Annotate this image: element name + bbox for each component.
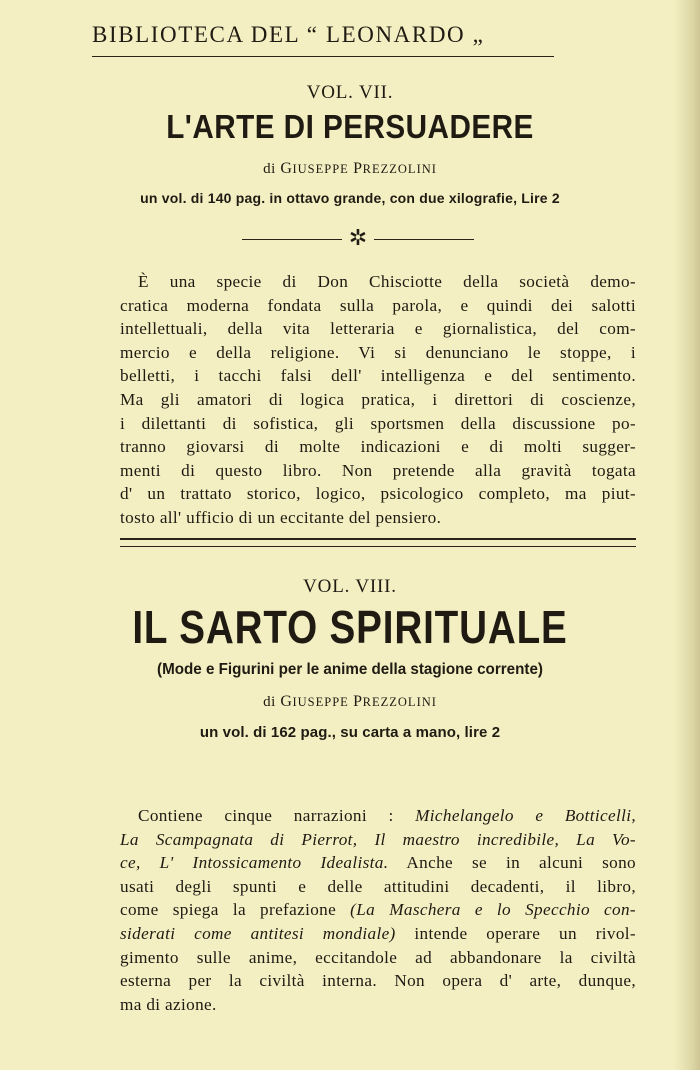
- vol8-author-initial-1: G: [280, 693, 293, 710]
- vol7-body-line: mercio e della religione. Vi si denunciano le stoppe, i: [120, 342, 636, 362]
- vol8-body-text: Anche se in alcuni sono: [388, 853, 636, 873]
- vol8-publication-info: un vol. di 162 pag., su carta a mano, lire 2: [199, 724, 501, 741]
- vol7-body-line: Ma gli amatori di logica pratica, i direttori di coscienze,: [120, 389, 636, 409]
- vol8-author-prefix: di: [263, 694, 276, 710]
- header-rule: [92, 56, 554, 57]
- vol7-author-rest-1: IUSEPPE: [292, 162, 349, 176]
- ornament-divider: [242, 225, 474, 250]
- vol8-body-text: come spiega la prefazione: [120, 900, 351, 920]
- vol7-author-initial-1: G: [280, 160, 293, 177]
- vol7-title: L'ARTE DI PERSUADERE: [166, 108, 534, 145]
- vol8-body-line: [120, 898, 636, 922]
- vol8-body-italic: siderati come antitesi mondiale): [120, 923, 396, 943]
- vol8-body-text: intende operare un rivol-: [395, 923, 636, 943]
- vol7-label: VOL. VII.: [306, 82, 394, 103]
- ornament-right-line: [374, 239, 474, 240]
- series-header: BIBLIOTECA DEL “ LEONARDO „: [92, 22, 485, 47]
- vol8-body-italic: (La Maschera e lo Specchio con-: [350, 900, 636, 920]
- vol7-body-line: i dilettanti di sofistica, gli sportsmen della discussione po-: [120, 413, 636, 433]
- vol8-title: IL SARTO SPIRITUALE: [132, 601, 568, 653]
- vol8-author-rest-2: REZZOLINI: [362, 695, 437, 709]
- vol7-body-line: cratica moderna fondata sulla parola, e quindi dei salotti: [120, 295, 636, 315]
- vol8-body-line: gimento sulle anime, eccitandole ad abbandonare la civiltà: [120, 947, 636, 967]
- vol8-body-italic: ce, L' Intossicamento Idealista.: [120, 853, 389, 873]
- vol8-subtitle: (Mode e Figurini per le anime della stagione corrente): [157, 661, 543, 678]
- vol8-body-line: [120, 851, 636, 875]
- asterisk-ornament-icon: ✲: [348, 225, 368, 250]
- vol8-body-italic: Michelangelo e Botticelli,: [415, 806, 636, 825]
- vol7-body-line: tosto all' ufficio di un eccitante del pensiero.: [120, 507, 442, 527]
- vol8-author-initial-2: P: [353, 693, 363, 710]
- vol8-description: [120, 804, 636, 1016]
- vol7-body-line: tranno giovarsi di molte indicazioni e di molti sugger-: [120, 437, 636, 457]
- vol7-author-rest-2: REZZOLINI: [362, 162, 437, 176]
- ornament-left-line: [242, 239, 342, 240]
- vol7-description: [120, 270, 636, 530]
- vol7-body-line: menti di questo libro. Non pretende alla gravità togata: [120, 460, 636, 480]
- vol7-body-line: belletti, i tacchi falsi dell' intelligenza e del sentimento.: [120, 366, 636, 386]
- vol8-body-text: Contiene cinque narrazioni :: [138, 806, 416, 825]
- vol7-body-line: È una specie di Don Chisciotte della società demo-: [138, 272, 636, 291]
- vol7-body-line: intellettuali, della vita letteraria e giornalistica, del com-: [120, 319, 636, 339]
- vol8-body-line: [120, 804, 636, 828]
- vol8-body-line: [120, 828, 636, 852]
- section-divider: [120, 538, 636, 547]
- vol8-label: VOL. VIII.: [303, 576, 397, 597]
- vol8-body-line: usati degli spunti e delle attitudini decadenti, il libro,: [120, 876, 636, 896]
- vol7-publication-info: un vol. di 140 pag. in ottavo grande, con due xilografie, Lire 2: [140, 190, 560, 206]
- vol7-body-line: d' un trattato storico, logico, psicologico completo, ma piut-: [120, 484, 636, 504]
- vol7-author: [0, 160, 700, 178]
- vol8-body-line: [120, 922, 636, 946]
- vol7-author-initial-2: P: [353, 160, 363, 177]
- vol7-author-prefix: di: [263, 161, 276, 177]
- vol8-author-rest-1: IUSEPPE: [292, 695, 349, 709]
- vol8-body-line: esterna per la civiltà interna. Non opera d' arte, dunque,: [120, 971, 636, 991]
- vol8-body-italic: La Scampagnata di Pierrot, Il maestro incredibile, La Vo-: [120, 829, 636, 849]
- vol8-body-line: ma di azione.: [120, 994, 217, 1014]
- vol8-author: [0, 693, 700, 711]
